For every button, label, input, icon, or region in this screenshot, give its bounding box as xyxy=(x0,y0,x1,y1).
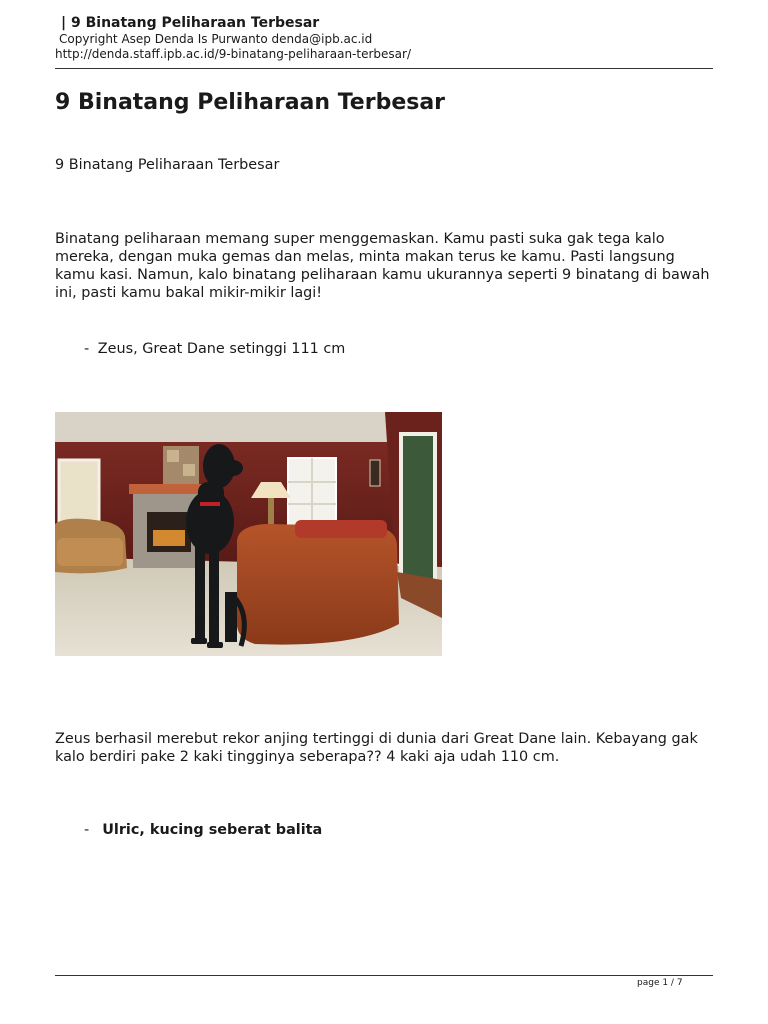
list-item-zeus xyxy=(84,340,345,358)
list-dash: - xyxy=(84,822,90,838)
list-item-text: Ulric, kucing seberat balita xyxy=(102,822,323,838)
page-header xyxy=(55,14,713,62)
header-url[interactable]: http://denda.staff.ipb.ac.id/9-binatang-peliharaan-terbesar/ xyxy=(55,47,411,61)
header-copyright: Copyright Asep Denda Is Purwanto denda@ipb.ac.id xyxy=(59,32,373,46)
list-dash: - xyxy=(84,341,90,357)
great-dane-photo xyxy=(55,412,442,656)
page-number: page 1 / 7 xyxy=(637,978,683,988)
article-subtitle: 9 Binatang Peliharaan Terbesar xyxy=(55,157,280,173)
footer-divider xyxy=(55,975,713,976)
living-room-dog-illustration xyxy=(55,412,442,656)
header-divider xyxy=(55,68,713,69)
list-item-ulric xyxy=(84,821,322,839)
article-title: 9 Binatang Peliharaan Terbesar xyxy=(55,90,446,115)
header-title: | 9 Binatang Peliharaan Terbesar xyxy=(61,15,320,31)
zeus-paragraph: Zeus berhasil merebut rekor anjing tertinggi di dunia dari Great Dane lain. Kebayang gak kalo berdiri pake 2 kaki tingginya seberapa?? 4 kaki aja udah 110 cm. xyxy=(55,731,698,765)
intro-paragraph: Binatang peliharaan memang super menggemaskan. Kamu pasti suka gak tega kalo mereka, dengan muka gemas dan melas, minta makan terus ke kamu. Pasti langsung kamu kasi. Namun, kalo binatang peliharaan kamu ukurannya seperti 9 binatang di bawah ini, pasti kamu bakal mikir-mikir lagi! xyxy=(55,231,710,301)
list-item-text: Zeus, Great Dane setinggi 111 cm xyxy=(97,341,346,357)
